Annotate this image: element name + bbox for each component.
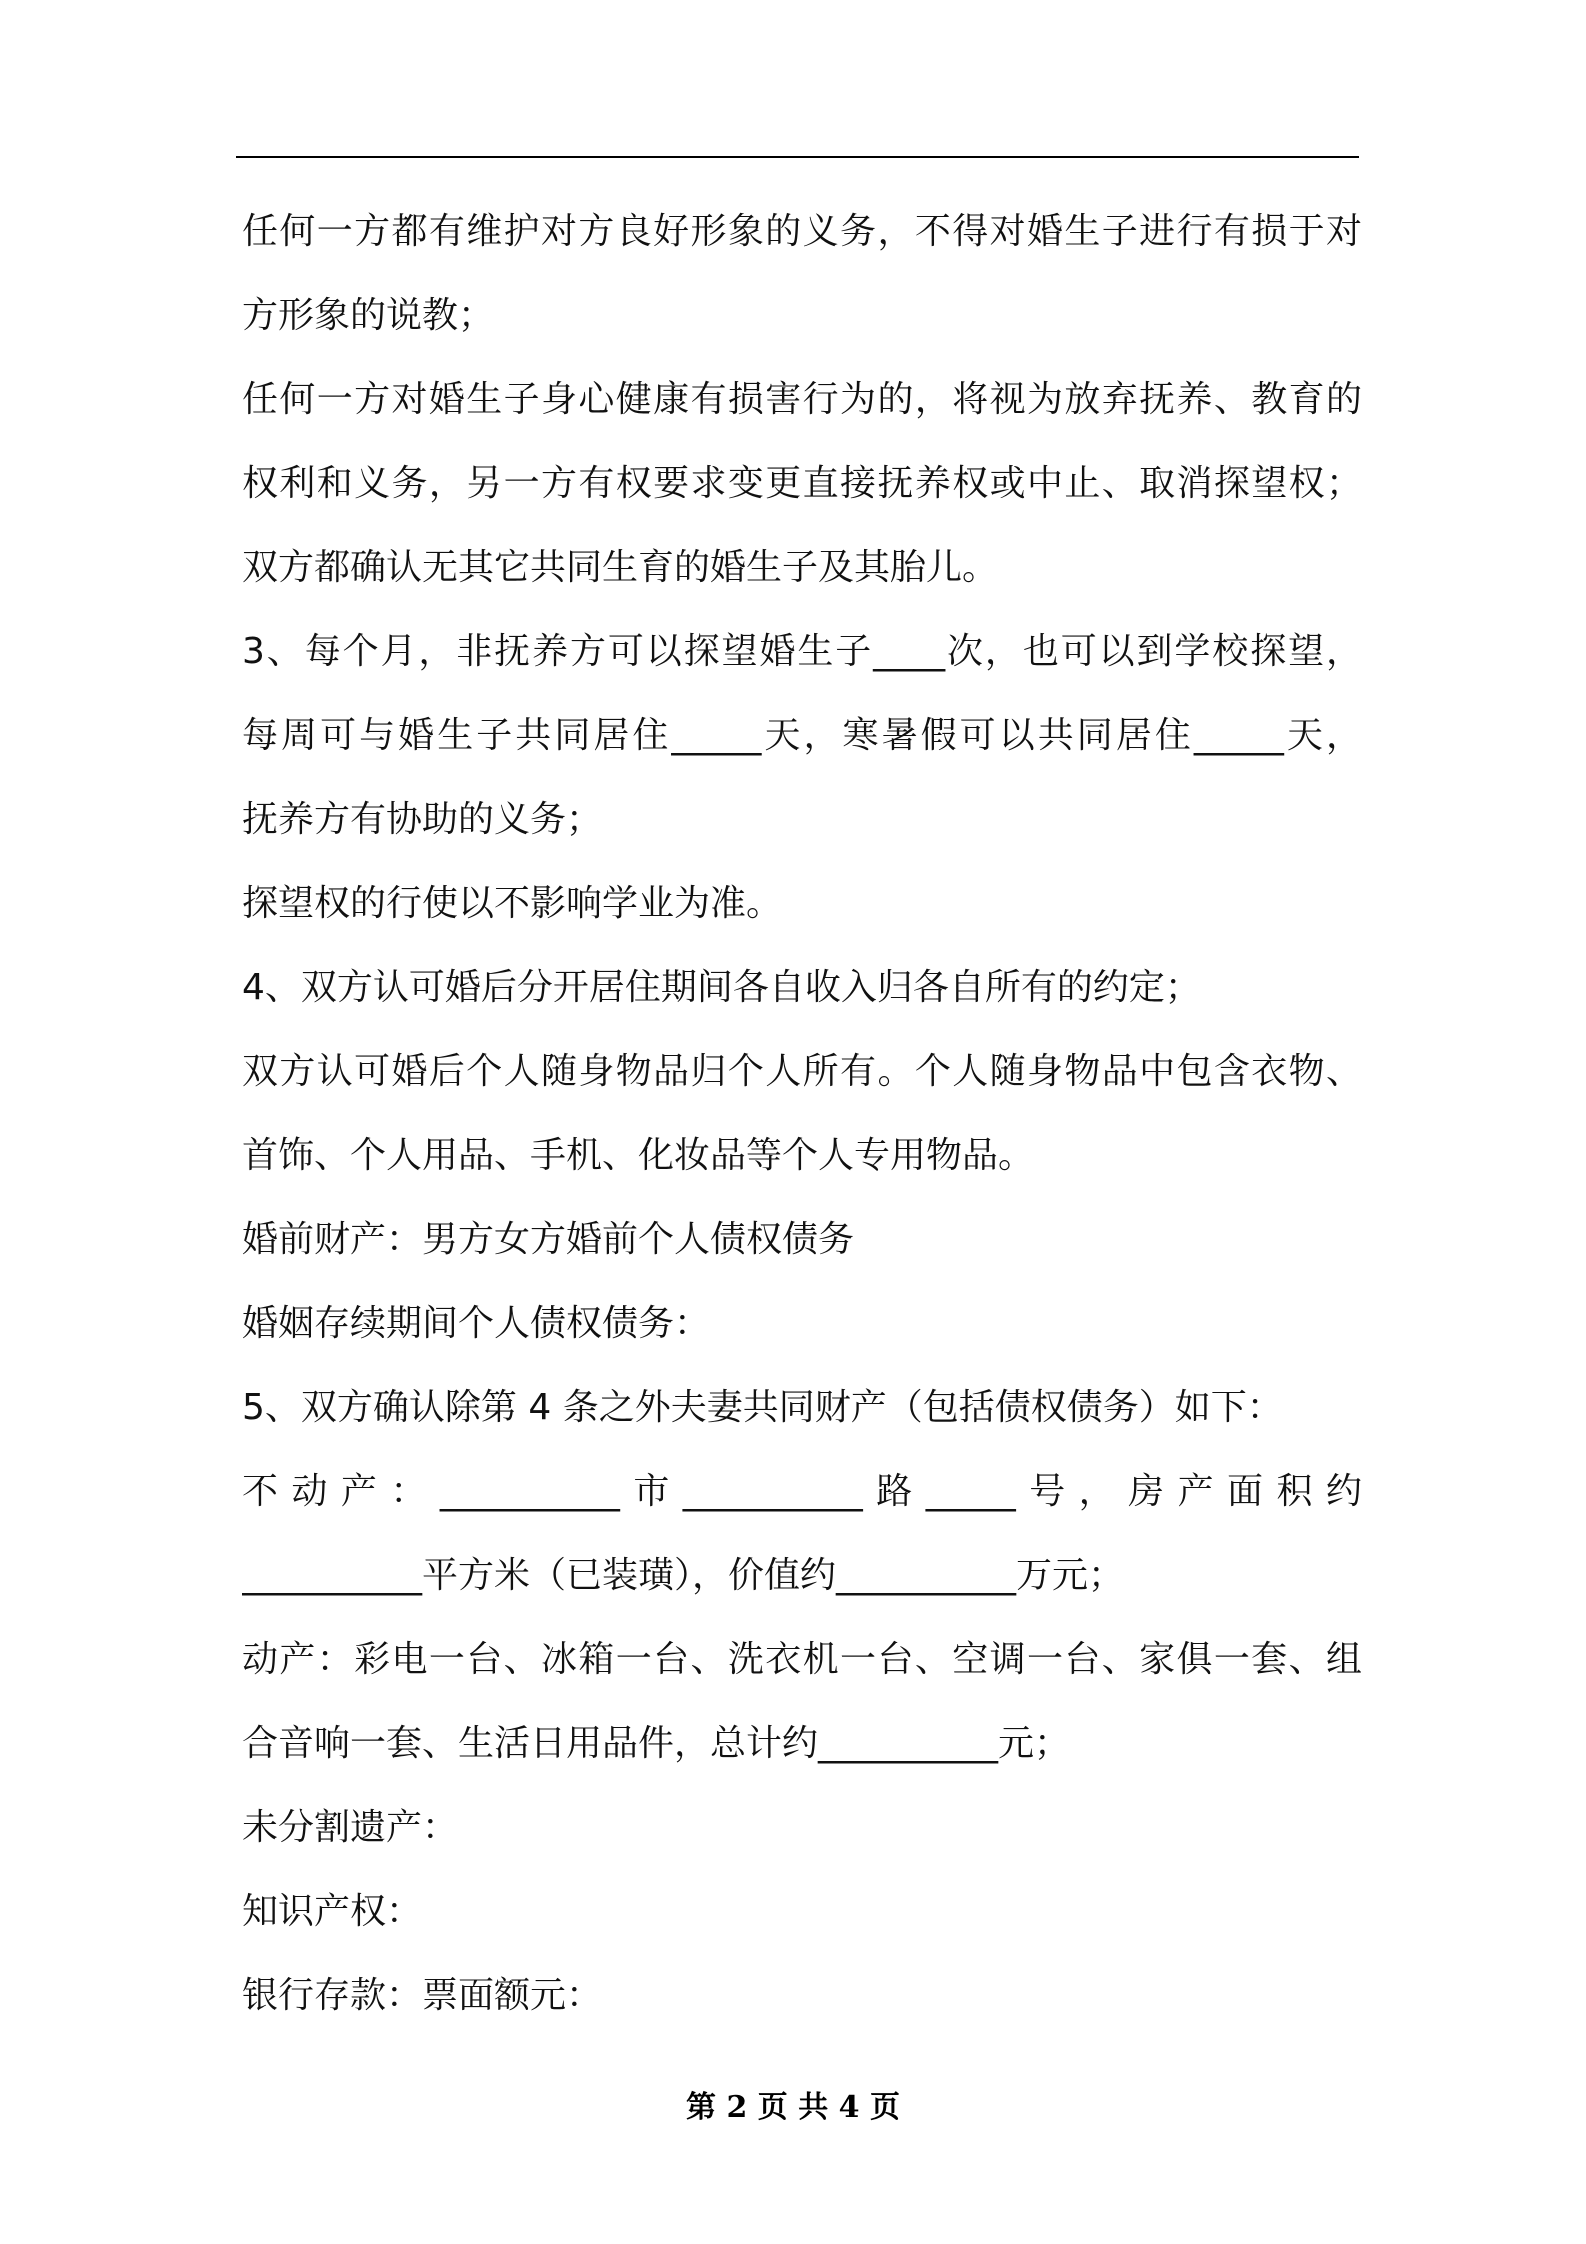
- text-line: 任何一方都有维护对方良好形象的义务，不得对婚生子进行有损于对: [242, 211, 1362, 252]
- document-body: [242, 190, 1362, 2038]
- text-line: 每周可与婚生子共同居住_____天，寒暑假可以共同居住_____天，: [242, 715, 1362, 756]
- text-line: 4、双方认可婚后分开居住期间各自收入归各自所有的约定；: [242, 967, 1201, 1008]
- text-line: 3、每个月，非抚养方可以探望婚生子____次，也可以到学校探望，: [242, 631, 1362, 672]
- page-indicator: 第 2 页 共 4 页: [686, 2090, 900, 2125]
- header-rule: [236, 156, 1359, 158]
- text-line: 不动产：__________市__________路_____号，房产面积约: [242, 1471, 1362, 1512]
- text-line: 方形象的说教；: [242, 295, 495, 336]
- text-line: 未分割遗产：: [242, 1807, 459, 1848]
- text-line: 双方都确认无其它共同生育的婚生子及其胎儿。: [242, 547, 999, 588]
- text-line: 探望权的行使以不影响学业为准。: [242, 883, 783, 924]
- text-line: 婚姻存续期间个人债权债务：: [242, 1303, 711, 1344]
- text-line: 5、双方确认除第 4 条之外夫妻共同财产（包括债权债务）如下：: [242, 1387, 1283, 1428]
- text-line: 任何一方对婚生子身心健康有损害行为的，将视为放弃抚养、教育的: [242, 379, 1362, 420]
- text-line: 双方认可婚后个人随身物品归个人所有。个人随身物品中包含衣物、: [242, 1051, 1362, 1092]
- text-line: __________平方米（已装璜），价值约__________万元；: [242, 1555, 1125, 1596]
- text-line: 合音响一套、生活日用品件，总计约__________元；: [242, 1723, 1071, 1764]
- text-line: 权利和义务，另一方有权要求变更直接抚养权或中止、取消探望权；: [242, 463, 1362, 504]
- text-line: 银行存款：票面额元：: [242, 1975, 603, 2016]
- text-line: 动产：彩电一台、冰箱一台、洗衣机一台、空调一台、家俱一套、组: [242, 1639, 1362, 1680]
- text-line: 婚前财产：男方女方婚前个人债权债务: [242, 1219, 855, 1260]
- text-line: 抚养方有协助的义务；: [242, 799, 603, 840]
- text-line: 知识产权：: [242, 1891, 423, 1932]
- text-line: 首饰、个人用品、手机、化妆品等个人专用物品。: [242, 1135, 1035, 1176]
